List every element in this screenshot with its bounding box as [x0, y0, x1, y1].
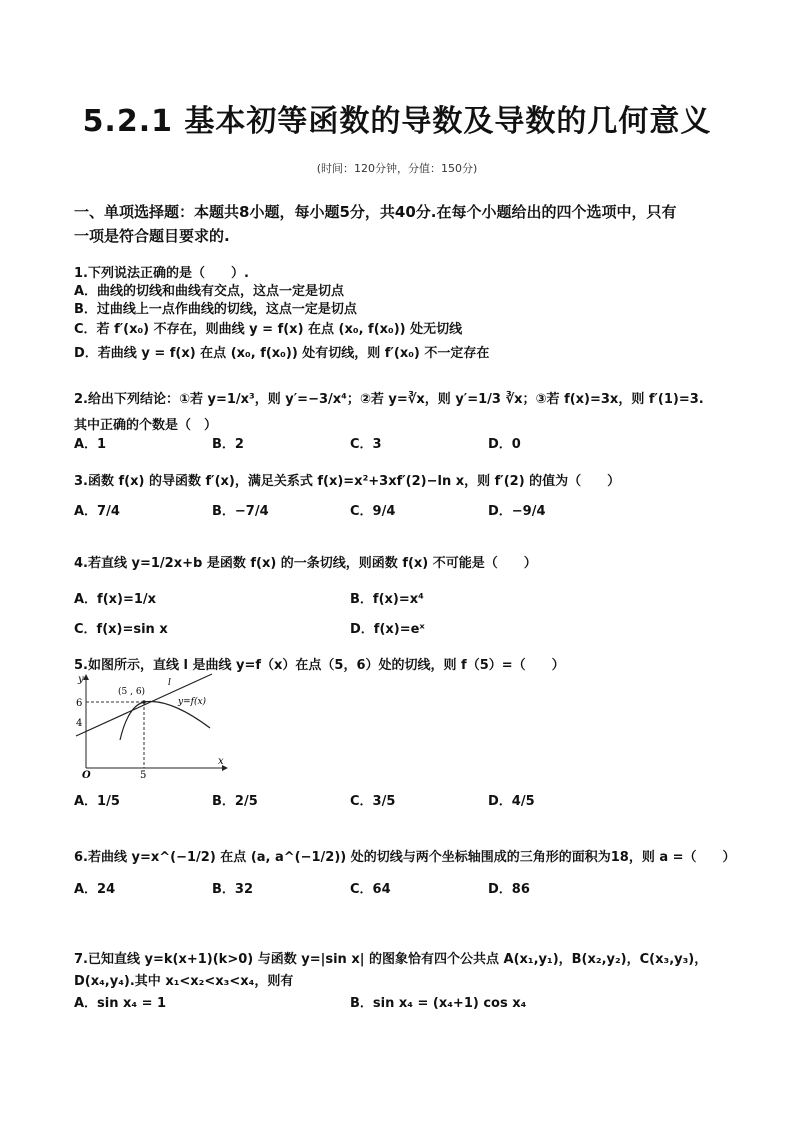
tick-label-5: 5	[140, 770, 147, 780]
section-line-2: 一项是符合题目要求的.	[74, 227, 230, 245]
page-subtitle: (时间：120分钟，分值：150分)	[316, 162, 478, 175]
section-header	[74, 200, 754, 248]
q4-option-a: A．f(x)=1/x	[74, 592, 157, 607]
origin-label: O	[82, 770, 91, 780]
tangent-point	[142, 700, 146, 704]
curve-fx	[120, 702, 210, 740]
q5-option-b: B．2/5	[212, 794, 258, 809]
q5-option-c: C．3/5	[350, 794, 396, 809]
q2-stem: 2.给出下列结论：①若 y=1/x³，则 y′=−3/x⁴；②若 y=∛x，则 y′=1/3 ∛x；③若 f(x)=3x，则 f′(1)=3.	[74, 392, 704, 407]
q1-stem: 1.下列说法正确的是（ ）.	[74, 266, 249, 281]
q3-option-d: D．−9/4	[488, 504, 546, 519]
q1-option-b: B．过曲线上一点作曲线的切线，这点一定是切点	[74, 302, 357, 317]
q2-option-d: D．0	[488, 437, 521, 452]
q5-option-d: D．4/5	[488, 794, 535, 809]
q3-option-c: C．9/4	[350, 504, 396, 519]
q4-option-d: D．f(x)=eˣ	[350, 622, 425, 637]
section-line-1: 一、单项选择题：本题共8小题，每小题5分，共40分.在每个小题给出的四个选项中，只有	[74, 203, 677, 221]
q6-option-b: B．32	[212, 882, 253, 897]
q6-option-d: D．86	[488, 882, 530, 897]
curve-label: y=f(x)	[178, 697, 207, 707]
q7-stem: 7.已知直线 y=k(x+1)(k>0) 与函数 y=|sin x| 的图象恰有四个公共点 A(x₁,y₁)，B(x₂,y₂)，C(x₃,y₃)，	[74, 952, 708, 967]
q3-option-b: B．−7/4	[212, 504, 269, 519]
q5-option-a: A．1/5	[74, 794, 120, 809]
tick-label-6: 6	[76, 698, 83, 709]
q7-option-b: B．sin x₄ = (x₄+1) cos x₄	[350, 996, 527, 1011]
q3-stem: 3.函数 f(x) 的导函数 f′(x)，满足关系式 f(x)=x²+3xf′(2)−ln x，则 f′(2) 的值为（ ）	[74, 474, 621, 489]
q5-figure	[72, 672, 232, 780]
q7-option-a: A．sin x₄ = 1	[74, 996, 167, 1011]
line-label-l: l	[168, 678, 171, 688]
q6-option-a: A．24	[74, 882, 116, 897]
q2-option-a: A．1	[74, 437, 107, 452]
x-axis-label: x	[218, 756, 224, 767]
q1-option-d: D．若曲线 y = f(x) 在点 (x₀, f(x₀)) 处有切线，则 f′(x₀) 不一定存在	[74, 346, 490, 361]
point-label: (5 , 6)	[118, 687, 146, 697]
q4-option-c: C．f(x)=sin x	[74, 622, 168, 637]
y-axis-arrow	[83, 674, 89, 680]
q2-option-c: C．3	[350, 437, 382, 452]
q7-stem-2: D(x₄,y₄).其中 x₁<x₂<x₃<x₄，则有	[74, 974, 294, 989]
q3-option-a: A．7/4	[74, 504, 120, 519]
q6-option-c: C．64	[350, 882, 391, 897]
q2-option-b: B．2	[212, 437, 244, 452]
q1-option-c: C．若 f′(x₀) 不存在，则曲线 y = f(x) 在点 (x₀, f(x₀)) 处无切线	[74, 322, 463, 337]
q4-option-b: B．f(x)=x⁴	[350, 592, 424, 607]
q4-stem: 4.若直线 y=1/2x+b 是函数 f(x) 的一条切线，则函数 f(x) 不可能是（ ）	[74, 556, 537, 571]
page-title: 5.2.1 基本初等函数的导数及导数的几何意义	[82, 104, 712, 139]
q6-stem: 6.若曲线 y=x^(−1/2) 在点 (a, a^(−1/2)) 处的切线与两个坐标轴围成的三角形的面积为18，则 a =（ ）	[74, 850, 736, 865]
y-axis-label: y	[78, 674, 84, 685]
q5-stem: 5.如图所示，直线 l 是曲线 y=f（x）在点（5，6）处的切线，则 f（5）=（ ）	[74, 658, 565, 673]
tick-label-4: 4	[76, 718, 83, 729]
q2-stem-2: 其中正确的个数是（ ）	[74, 418, 218, 433]
q1-option-a: A．曲线的切线和曲线有交点，这点一定是切点	[74, 284, 345, 299]
